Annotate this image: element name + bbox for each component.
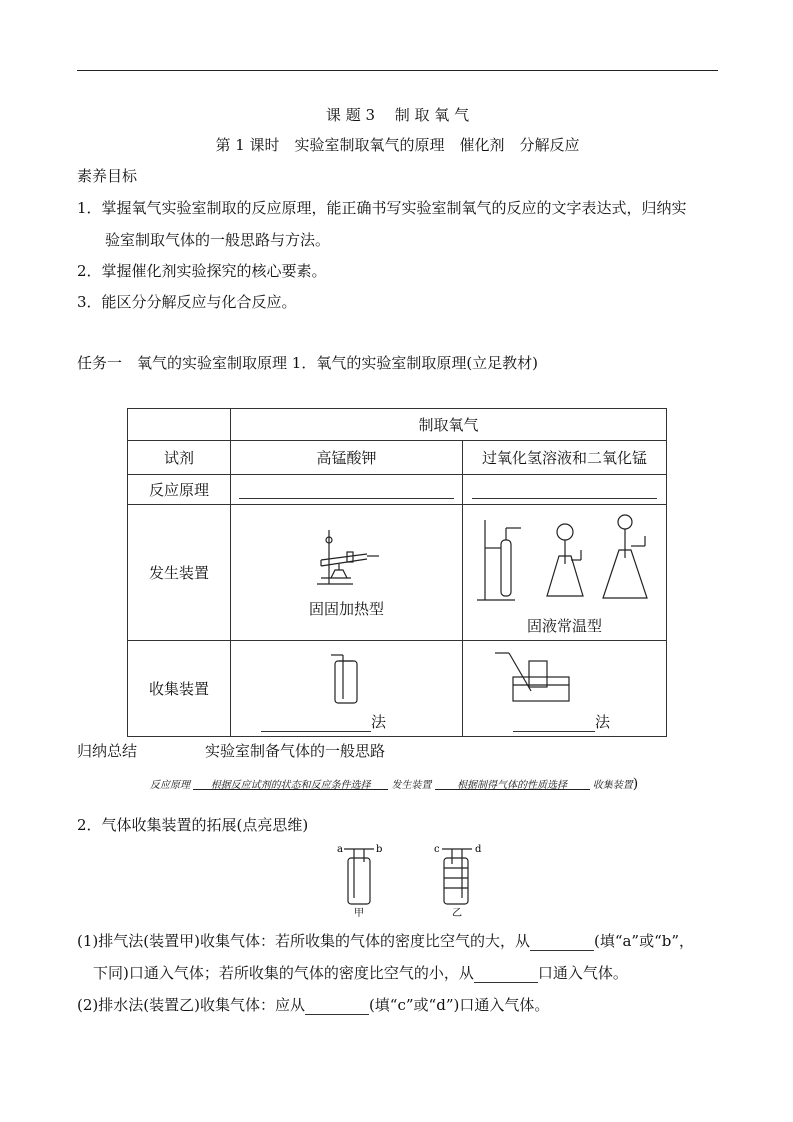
q1-blank-1[interactable] [530, 936, 594, 951]
flow-diagram: 反应原理 根据反应试剂的状态和反应条件选择 发生装置 根据制得气体的性质选择 收集装置) [150, 776, 639, 792]
label-jia: 甲 [354, 908, 364, 918]
upward-bottle-icon [321, 647, 381, 705]
collector-a-cell [231, 641, 463, 737]
generator-b-label: 固液常温型 [526, 616, 602, 635]
water-trough-icon [493, 647, 573, 705]
label-yi: 乙 [452, 908, 462, 918]
label-b: b [376, 844, 383, 855]
row-label-reagent: 试剂 [128, 441, 231, 475]
principle-a-blank[interactable] [231, 475, 463, 505]
summary-title: 实验室制备气体的一般思路 [205, 742, 386, 760]
table-corner [128, 409, 231, 441]
flow-arrow2-label: 根据制得气体的性质选择 [457, 780, 568, 791]
goals-heading: 素养目标 [77, 167, 138, 185]
label-d: d [475, 844, 482, 855]
row-label-collector: 收集装置 [128, 641, 231, 737]
label-a: a [337, 844, 343, 855]
header-rule [77, 70, 718, 71]
flow-end: 收集装置 [592, 780, 633, 791]
summary-label: 归纳总结 [77, 742, 138, 760]
generator-b-cell [463, 505, 667, 641]
collector-b-suffix: 法 [595, 713, 611, 731]
label-c: c [434, 844, 440, 855]
table-header: 制取氧气 [231, 409, 667, 441]
flow-arrow1-label: 根据反应试剂的状态和反应条件选择 [210, 780, 371, 791]
page-title: 课 题 3 制 取 氧 气 [325, 106, 470, 124]
heating-apparatus-icon [307, 526, 387, 588]
question-1-line1: (1)排气法(装置甲)收集气体：若所收集的气体的密度比空气的大，从 (填“a”或“b”， [77, 932, 695, 950]
oxygen-prep-table [127, 408, 667, 737]
flow-arrow1-icon [193, 789, 388, 790]
flow-arrow2-icon [435, 789, 590, 790]
goal-1-cont: 验室制取气体的一般思路与方法。 [105, 231, 331, 249]
flow-start: 反应原理 [150, 780, 190, 791]
bottle-devices-icon [334, 842, 494, 918]
collector-a-blank[interactable] [261, 717, 371, 732]
question-1-line2: 下同)口通入气体；若所收集的气体的密度比空气的小，从 口通入气体。 [93, 964, 628, 982]
collector-b-cell [463, 641, 667, 737]
collector-a-suffix: 法 [371, 713, 387, 731]
goal-2: 2．掌握催化剂实验探究的核心要素。 [77, 262, 327, 280]
page-subtitle: 第 1 课时 实验室制取氧气的原理 催化剂 分解反应 [215, 136, 580, 154]
row-label-principle: 反应原理 [128, 475, 231, 505]
goal-3: 3．能区分分解反应与化合反应。 [77, 293, 297, 311]
collector-b-blank[interactable] [513, 717, 595, 732]
reagent-kmno4: 高锰酸钾 [231, 441, 463, 475]
generator-a-cell [231, 505, 463, 641]
generator-a-label: 固固加热型 [308, 600, 384, 618]
task1-heading: 任务一 氧气的实验室制取原理 1．氧气的实验室制取原理(立足教材) [77, 354, 539, 372]
q1-blank-2[interactable] [474, 968, 538, 983]
goal-1: 1．掌握氧气实验室制取的反应原理，能正确书写实验室制氧气的反应的文字表达式，归纳实 [77, 199, 687, 217]
q2-blank[interactable] [305, 1000, 369, 1015]
flow-mid: 发生装置 [391, 780, 432, 791]
principle-b-blank[interactable] [463, 475, 667, 505]
section2-heading: 2．气体收集装置的拓展(点亮思维) [77, 816, 309, 834]
liquid-solid-apparatus-icon [475, 510, 655, 605]
reagent-h2o2-mno2: 过氧化氢溶液和二氧化锰 [463, 441, 667, 475]
question-2: (2)排水法(装置乙)收集气体：应从 (填“c”或“d”)口通入气体。 [77, 996, 550, 1014]
row-label-generator: 发生装置 [128, 505, 231, 641]
